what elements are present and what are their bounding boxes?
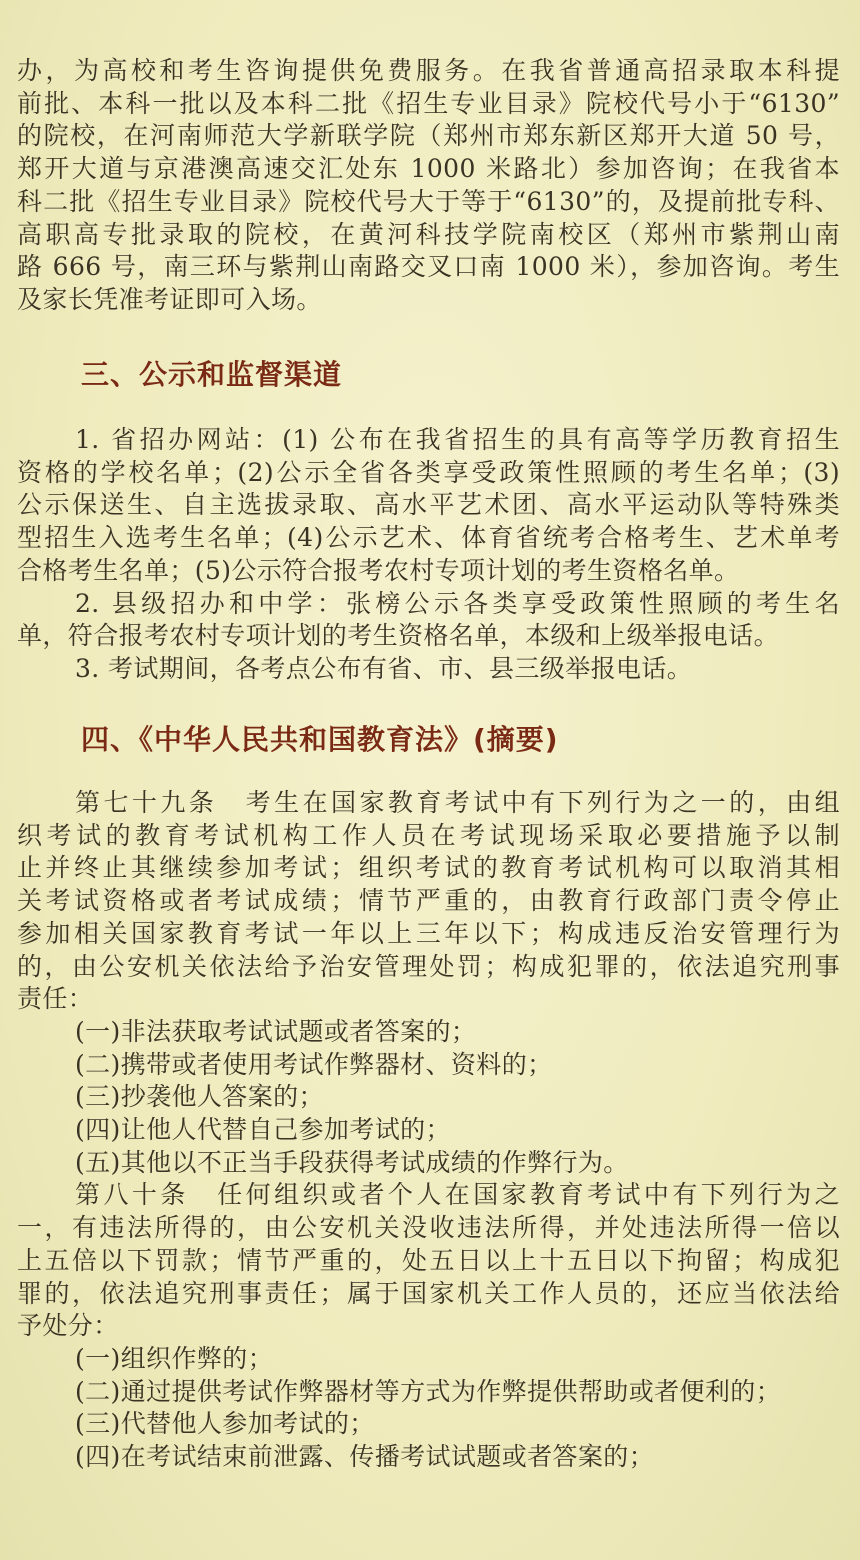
text-line: 单，符合报考农村专项计划的考生资格名单，本级和上级举报电话。 <box>17 621 780 651</box>
list-item: (三)抄袭他人答案的； <box>75 1082 324 1112</box>
text-line: 办，为高校和考生咨询提供免费服务。在我省普通高招录取本科提 <box>17 56 840 85</box>
text-line: 2. 县级招办和中学：张榜公示各类享受政策性照顾的考生名 <box>75 588 840 618</box>
list-item: (二)携带或者使用考试作弊器材、资料的； <box>75 1049 553 1079</box>
list-item: (二)通过提供考试作弊器材等方式为作弊提供帮助或者便利的； <box>75 1376 782 1406</box>
text-line: 责任： <box>17 984 94 1014</box>
text-line: 1. 省招办网站：(1) 公布在我省招生的具有高等学历教育招生 <box>75 425 840 454</box>
text-line: 第七十九条 考生在国家教育考试中有下列行为之一的，由组 <box>75 788 840 817</box>
text-line: 上五倍以下罚款；情节严重的，处五日以上十五日以下拘留；构成犯 <box>17 1245 840 1275</box>
text-line: 资格的学校名单；(2)公示全省各类享受政策性照顾的考生名单；(3) <box>17 457 840 487</box>
text-line: 罪的，依法追究刑事责任；属于国家机关工作人员的，还应当依法给 <box>17 1278 840 1308</box>
text-line: 止并终止其继续参加考试；组织考试的教育考试机构可以取消其相 <box>17 853 840 883</box>
text-line: 关考试资格或者考试成绩；情节严重的，由教育行政部门责令停止 <box>17 886 840 916</box>
section4-body <box>17 787 840 1474</box>
text-line: 的院校，在河南师范大学新联学院（郑州市郑东新区郑开大道 50 号， <box>17 121 840 151</box>
text-line: 及家长凭准考证即可入场。 <box>17 284 322 314</box>
text-line: 第八十条 任何组织或者个人在国家教育考试中有下列行为之 <box>75 1180 840 1210</box>
intro-paragraph <box>17 55 840 317</box>
text-line: 3. 考试期间，各考点公布有省、市、县三级举报电话。 <box>75 653 693 683</box>
text-line: 科二批《招生专业目录》院校代号大于等于“6130”的，及提前批专科、 <box>17 186 840 216</box>
text-line: 型招生入选考生名单；(4)公示艺术、体育省统考合格考生、艺术单考 <box>17 523 840 553</box>
text-line: 织考试的教育考试机构工作人员在考试现场采取必要措施予以制 <box>17 820 840 850</box>
text-line: 予处分： <box>17 1311 119 1341</box>
text-line: 高职高专批录取的院校，在黄河科技学院南校区（郑州市紫荆山南 <box>17 219 840 249</box>
list-item: (一)非法获取考试试题或者答案的； <box>75 1016 477 1046</box>
text-line: 郑开大道与京港澳高速交汇处东 1000 米路北）参加咨询；在我省本 <box>17 154 840 184</box>
section-heading: 四、《中华人民共和国教育法》(摘要) <box>81 723 559 756</box>
list-item: (五)其他以不正当手段获得考试成绩的作弊行为。 <box>75 1147 629 1177</box>
section-heading: 三、公示和监督渠道 <box>81 358 343 391</box>
section3-body <box>17 424 840 686</box>
text-line: 一，有违法所得的，由公安机关没收违法所得，并处违法所得一倍以 <box>17 1213 840 1243</box>
text-line: 前批、本科一批以及本科二批《招生专业目录》院校代号小于“6130” <box>17 88 840 118</box>
list-item: (四)在考试结束前泄露、传播考试试题或者答案的； <box>75 1442 655 1472</box>
text-line: 合格考生名单；(5)公示符合报考农村专项计划的考生资格名单。 <box>17 555 740 585</box>
list-item: (四)让他人代替自己参加考试的； <box>75 1115 451 1145</box>
text-line: 公示保送生、自主选拔录取、高水平艺术团、高水平运动队等特殊类 <box>17 490 840 520</box>
text-line: 路 666 号，南三环与紫荆山南路交叉口南 1000 米），参加咨询。考生 <box>17 252 840 282</box>
text-line: 参加相关国家教育考试一年以上三年以下；构成违反治安管理行为 <box>17 918 840 948</box>
list-item: (三)代替他人参加考试的； <box>75 1409 375 1439</box>
list-item: (一)组织作弊的； <box>75 1343 274 1373</box>
text-line: 的，由公安机关依法给予治安管理处罚；构成犯罪的，依法追究刑事 <box>17 951 840 981</box>
